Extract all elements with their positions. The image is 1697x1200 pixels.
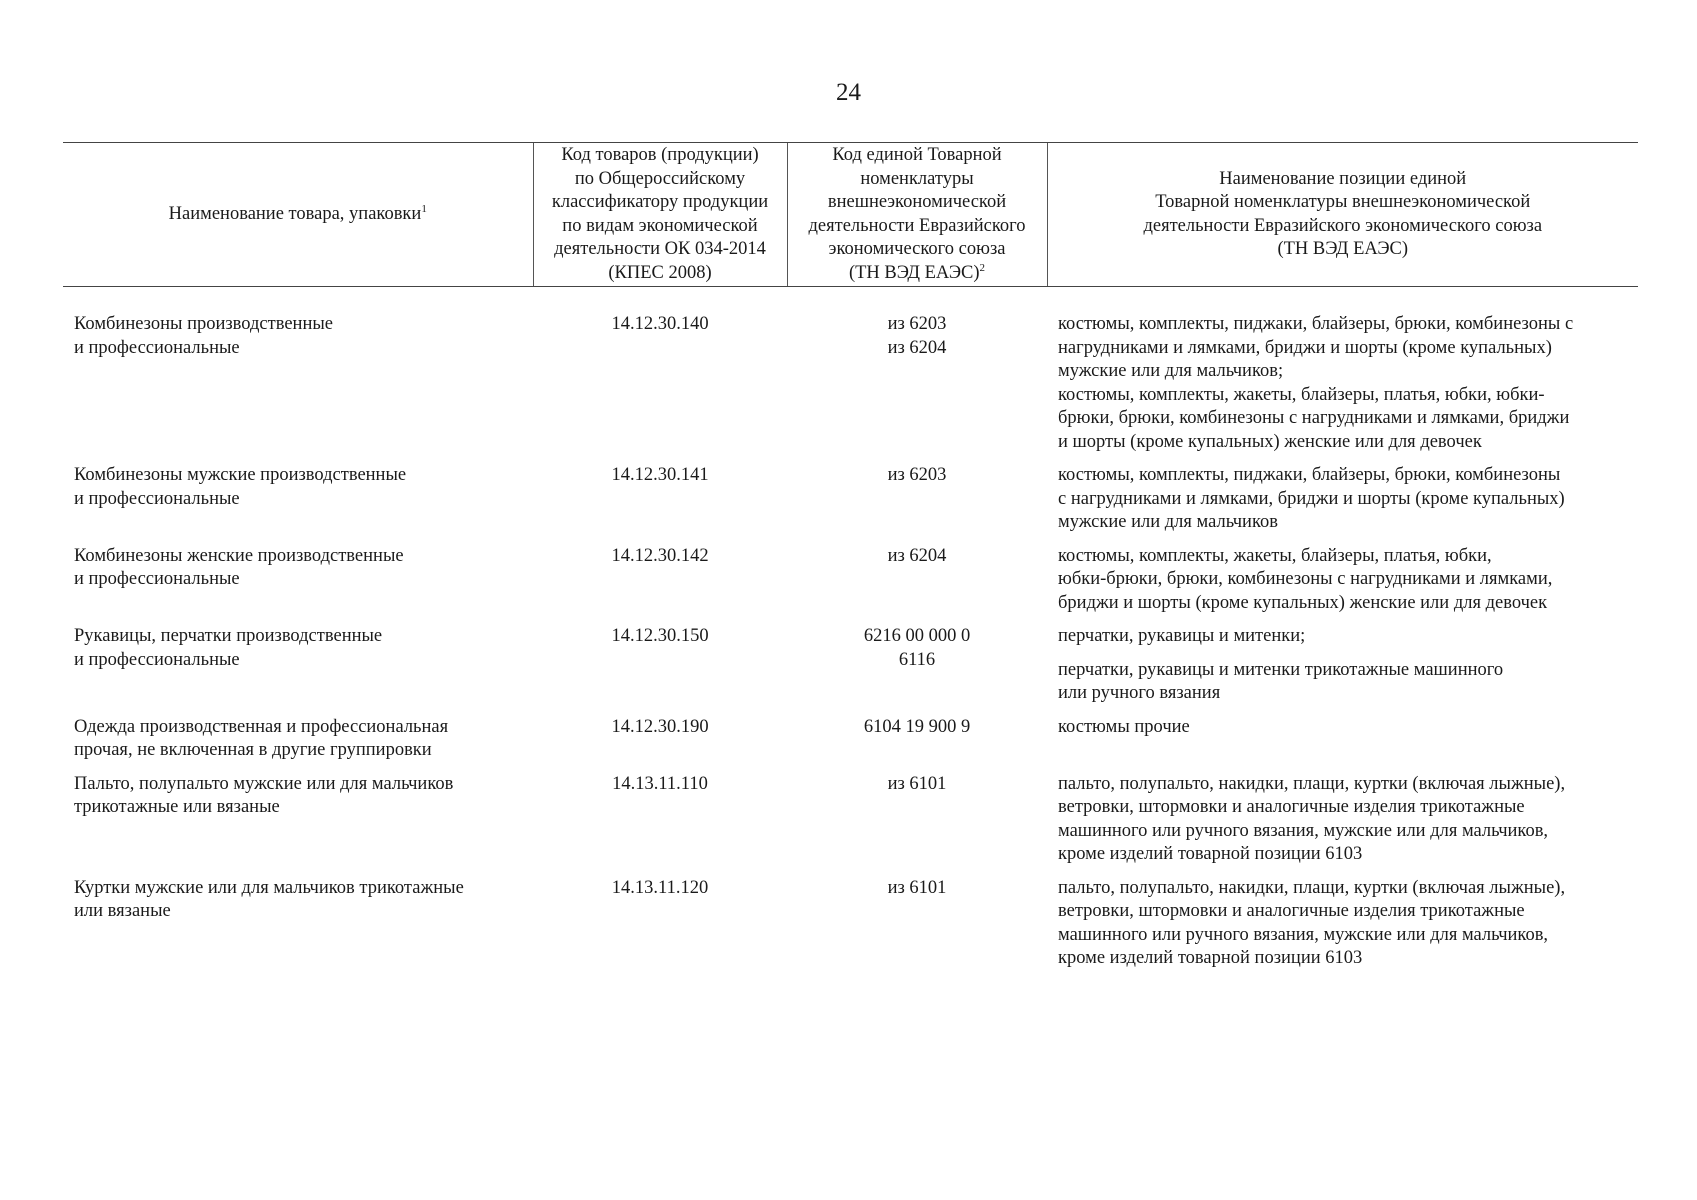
tnved-code-line: из 6204	[887, 545, 947, 566]
description-line: кроме изделий товарной позиции 6103	[1058, 844, 1363, 864]
header-line	[1053, 168, 1634, 192]
tnved-description-cell	[1047, 464, 1638, 545]
description-line: перчатки, рукавицы и митенки трикотажные машинного	[1058, 659, 1504, 680]
product-name-line: и профессиональные	[74, 488, 240, 509]
description-line: костюмы, комплекты, пиджаки, блайзеры, брюки, комбинезоны	[1058, 465, 1561, 485]
header-line-text: Наименование товара, упаковки	[168, 203, 422, 224]
header-line-text: деятельности ОК 034-2014	[554, 239, 766, 259]
tnved-code-line: из 6203	[887, 314, 947, 334]
product-name-cell	[63, 716, 533, 773]
header-row	[63, 143, 1638, 287]
header-line-text: по видам экономической	[562, 215, 758, 236]
tnved-description-cell	[1047, 877, 1638, 981]
description-line: пальто, полупальто, накидки, плащи, куртки (включая лыжные),	[1058, 877, 1566, 898]
description-line: нагрудниками и лямками, бриджи и шорты (кроме купальных)	[1058, 337, 1552, 358]
description-line: или ручного вязания	[1058, 683, 1221, 703]
table-row	[63, 625, 1638, 716]
header-line-text: Наименование позиции единой	[1219, 168, 1467, 189]
description-line: мужские или для мальчиков	[1058, 512, 1278, 532]
product-name-line: Куртки мужские или для мальчиков трикотажные	[74, 877, 464, 898]
table-header	[63, 143, 1638, 287]
tnved-code-cell	[787, 773, 1047, 877]
table-row	[63, 773, 1638, 877]
tnved-code-cell	[787, 545, 1047, 626]
header-line	[539, 215, 782, 239]
product-name-cell	[63, 773, 533, 877]
product-name-cell	[63, 625, 533, 716]
header-line	[793, 215, 1042, 239]
paragraph-gap	[1058, 649, 1632, 659]
description-line: костюмы, комплекты, жакеты, блайзеры, платья, юбки, юбки-	[1058, 384, 1545, 405]
product-name-cell	[63, 877, 533, 981]
description-line: костюмы, комплекты, пиджаки, блайзеры, брюки, комбинезоны с	[1058, 314, 1574, 334]
product-name-cell	[63, 464, 533, 545]
header-line	[539, 262, 782, 286]
description-line: пальто, полупальто, накидки, плащи, куртки (включая лыжные),	[1058, 773, 1566, 794]
description-line: костюмы, комплекты, жакеты, блайзеры, платья, юбки,	[1058, 545, 1492, 566]
tnved-description-cell	[1047, 545, 1638, 626]
product-name-line: и профессиональные	[74, 337, 240, 358]
header-line	[68, 203, 528, 227]
tnved-code-cell	[787, 716, 1047, 773]
tnved-code-line: из 6101	[887, 773, 947, 794]
header-line	[539, 144, 782, 168]
header-product-name	[63, 143, 533, 287]
header-line	[793, 168, 1042, 192]
product-name-line: и профессиональные	[74, 569, 240, 589]
header-okpd-code	[533, 143, 787, 287]
header-line	[1053, 191, 1634, 215]
description-line: юбки-брюки, брюки, комбинезоны с нагрудниками и лямками,	[1058, 569, 1553, 589]
table-row	[63, 287, 1638, 465]
header-line-text: Товарной номенклатуры внешнеэкономической	[1155, 192, 1531, 212]
header-line-text: по Общероссийскому	[574, 168, 746, 189]
table-row	[63, 716, 1638, 773]
description-line: с нагрудниками и лямками, бриджи и шорты (кроме купальных)	[1058, 488, 1565, 509]
tnved-code-line: 6104 19 900 9	[863, 716, 971, 737]
description-line: ветровки, штормовки и аналогичные изделия трикотажные	[1058, 901, 1525, 921]
header-line	[793, 238, 1042, 262]
description-line: мужские или для мальчиков;	[1058, 361, 1284, 381]
okpd-code-cell: 14.12.30.140	[611, 314, 709, 334]
table-row	[63, 464, 1638, 545]
footnote-marker: 2	[979, 261, 986, 274]
tnved-code-line: 6216 00 000 0	[863, 626, 971, 646]
header-line-text: Код единой Товарной	[832, 145, 1002, 165]
header-line-text: классификатору продукции	[551, 192, 769, 212]
header-line	[793, 262, 1042, 286]
header-tnved-position-name	[1047, 143, 1638, 287]
tnved-description-cell	[1047, 773, 1638, 877]
product-name-cell	[63, 287, 533, 465]
product-name-line: Рукавицы, перчатки производственные	[74, 626, 383, 646]
tnved-code-cell	[787, 464, 1047, 545]
table-row	[63, 545, 1638, 626]
header-line	[539, 168, 782, 192]
okpd-code-cell: 14.13.11.120	[611, 877, 709, 898]
header-line-text: номенклатуры	[860, 168, 974, 189]
product-name-line: или вязаные	[74, 901, 171, 921]
product-name-cell	[63, 545, 533, 626]
okpd-code-cell: 14.12.30.190	[611, 716, 709, 737]
description-line: машинного или ручного вязания, мужские или для мальчиков,	[1058, 924, 1549, 945]
product-name-line: трикотажные или вязаные	[74, 797, 280, 817]
description-line: ветровки, штормовки и аналогичные изделия трикотажные	[1058, 797, 1525, 817]
description-line: кроме изделий товарной позиции 6103	[1058, 948, 1363, 968]
table-row	[63, 877, 1638, 981]
okpd-code-cell: 14.12.30.142	[611, 545, 709, 566]
table-body	[63, 287, 1638, 981]
product-name-line: Комбинезоны мужские производственные	[74, 465, 407, 485]
tnved-code-line: из 6204	[887, 337, 947, 358]
header-line-text: (ТН ВЭД ЕАЭС)	[1277, 239, 1409, 259]
product-name-line: Комбинезоны производственные	[74, 314, 333, 334]
page-number: 24	[836, 79, 861, 106]
tnved-code-line: 6116	[898, 649, 936, 670]
header-tnved-code	[787, 143, 1047, 287]
description-line: костюмы прочие	[1058, 716, 1190, 737]
header-line	[1053, 238, 1634, 262]
description-line: и шорты (кроме купальных) женские или для девочек	[1058, 431, 1482, 452]
header-line	[539, 238, 782, 262]
header-line	[539, 191, 782, 215]
product-name-line: Одежда производственная и профессиональная	[74, 716, 449, 737]
header-line-text: экономического союза	[828, 239, 1006, 259]
okpd-code-cell: 14.13.11.110	[612, 773, 708, 794]
header-line-text: деятельности Евразийского экономического союза	[1143, 215, 1543, 236]
tnved-code-cell	[787, 625, 1047, 716]
tnved-code-cell	[787, 877, 1047, 981]
okpd-code-cell: 14.12.30.150	[611, 626, 709, 646]
product-name-line: и профессиональные	[74, 649, 240, 670]
product-name-line: Комбинезоны женские производственные	[74, 545, 404, 566]
tnved-description-cell	[1047, 287, 1638, 465]
tnved-code-line: из 6203	[887, 465, 947, 485]
header-line-text: (ТН ВЭД ЕАЭС)	[848, 262, 980, 283]
header-line-text: (КПЕС 2008)	[608, 262, 712, 283]
tnved-code-line: из 6101	[887, 877, 947, 898]
header-line-text: внешнеэкономической	[827, 192, 1007, 212]
header-line-text: Код товаров (продукции)	[561, 145, 759, 165]
header-line	[1053, 215, 1634, 239]
footnote-marker: 1	[421, 202, 427, 215]
goods-table	[63, 142, 1638, 981]
description-line: машинного или ручного вязания, мужские или для мальчиков,	[1058, 820, 1549, 841]
tnved-code-cell	[787, 287, 1047, 465]
tnved-description-cell	[1047, 625, 1638, 716]
product-name-line: Пальто, полупальто мужские или для мальчиков	[74, 773, 454, 794]
description-line: перчатки, рукавицы и митенки;	[1058, 626, 1306, 646]
header-line	[793, 191, 1042, 215]
product-name-line: прочая, не включенная в другие группировки	[74, 740, 432, 760]
description-line: брюки, брюки, комбинезоны с нагрудниками и лямками, бриджи	[1058, 408, 1570, 428]
header-line	[793, 144, 1042, 168]
description-line: бриджи и шорты (кроме купальных) женские или для девочек	[1058, 592, 1548, 613]
okpd-code-cell: 14.12.30.141	[611, 465, 709, 485]
header-line-text: деятельности Евразийского	[808, 215, 1026, 236]
tnved-description-cell	[1047, 716, 1638, 773]
